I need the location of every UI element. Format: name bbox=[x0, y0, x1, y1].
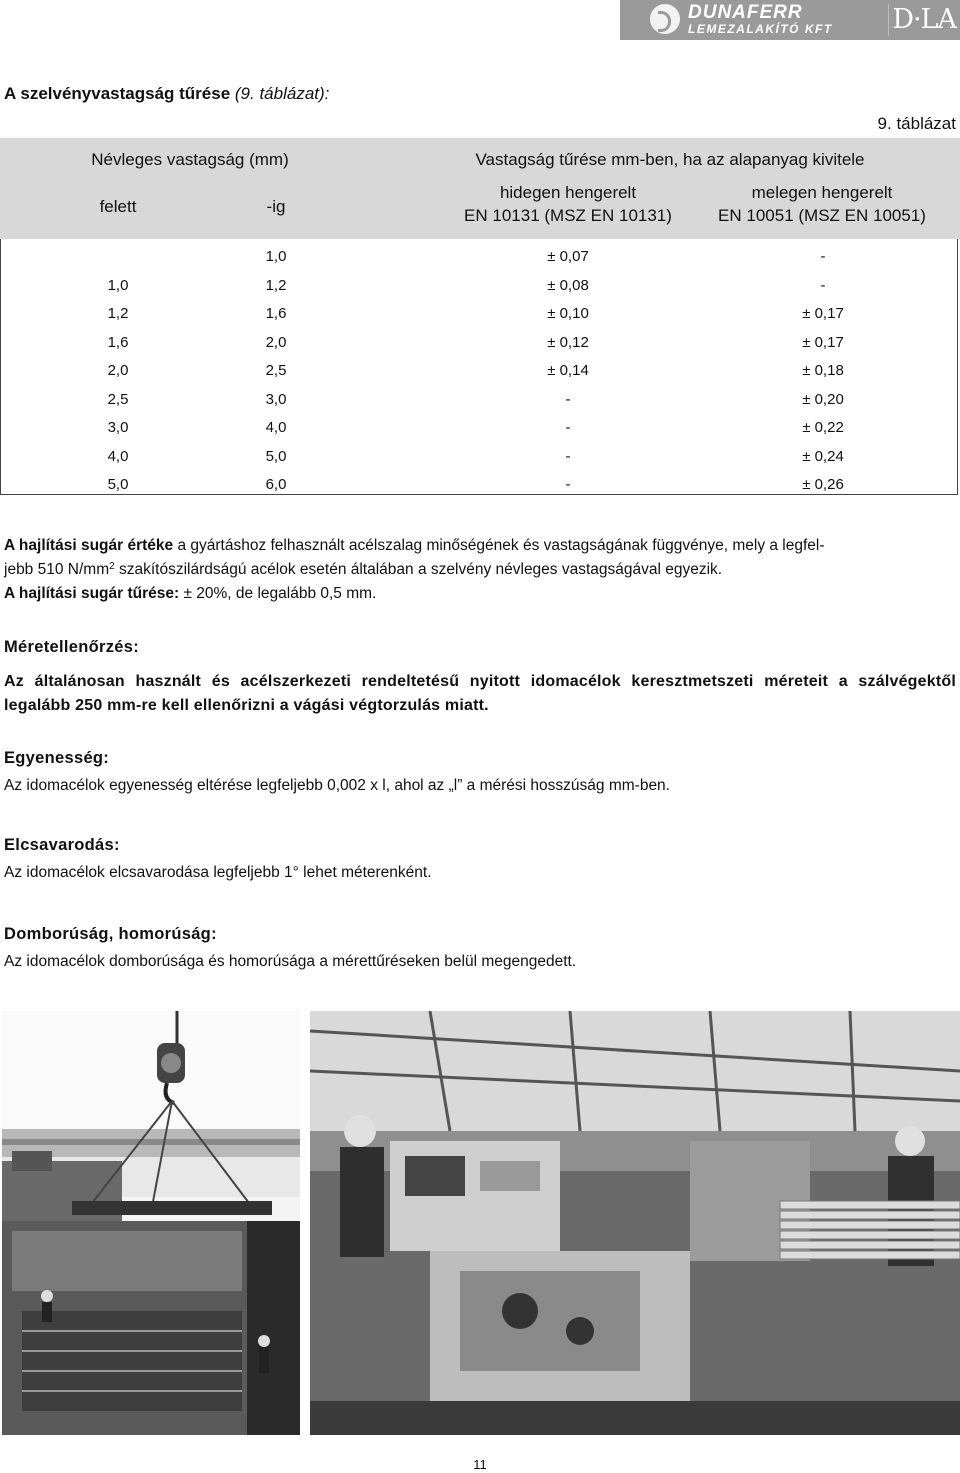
section-title-ref: (9. táblázat): bbox=[234, 84, 330, 103]
page-number: 11 bbox=[473, 1457, 487, 1472]
straightness-heading: Egyenesség: bbox=[4, 749, 110, 767]
cell-over: 4,0 bbox=[107, 447, 129, 465]
table-row bbox=[0, 248, 960, 276]
table-number: 9. táblázat bbox=[877, 114, 956, 133]
cell-cold-rolled: ± 0,14 bbox=[547, 362, 589, 379]
company-logo bbox=[620, 0, 960, 40]
table-row bbox=[0, 476, 960, 504]
factory-machine-photo bbox=[310, 1011, 960, 1435]
bending-lead: A hajlítási sugár értéke bbox=[4, 537, 174, 554]
table-row bbox=[0, 362, 960, 390]
cell-hot-rolled: ± 0,18 bbox=[802, 362, 844, 379]
bending-radius-paragraph bbox=[4, 534, 956, 606]
cell-cold-rolled: ± 0,10 bbox=[547, 305, 589, 322]
cell-hot-rolled: ± 0,26 bbox=[802, 476, 844, 493]
cell-over: 5,0 bbox=[107, 476, 129, 493]
logo-brand: DUNAFERR bbox=[688, 2, 803, 23]
dimension-check-heading: Méretellenőrzés: bbox=[4, 638, 140, 656]
cell-over: 1,2 bbox=[107, 305, 129, 322]
header-over: felett bbox=[99, 197, 137, 216]
twist-heading: Elcsavarodás: bbox=[4, 836, 120, 854]
cell-to: 5,0 bbox=[265, 447, 287, 465]
cell-cold-rolled: - bbox=[565, 390, 571, 408]
cell-to: 4,0 bbox=[265, 419, 287, 436]
header-hot-rolled-line1: melegen hengerelt bbox=[751, 183, 893, 202]
dunaferr-emblem-icon bbox=[650, 4, 680, 34]
convexity-heading: Domborúság, homorúság: bbox=[4, 925, 217, 943]
cell-hot-rolled: ± 0,24 bbox=[802, 447, 844, 465]
cell-cold-rolled: - bbox=[565, 447, 571, 465]
header-thickness-tolerance: Vastagság tűrése mm-ben, ha az alapanyag kivitele bbox=[475, 150, 865, 169]
header-cold-rolled-line1: hidegen hengerelt bbox=[499, 183, 637, 202]
cell-cold-rolled: ± 0,08 bbox=[547, 276, 589, 294]
table-row bbox=[0, 448, 960, 476]
header-hot-rolled-line2: EN 10051 (MSZ EN 10051) bbox=[718, 206, 926, 225]
cell-to: 1,6 bbox=[265, 305, 287, 322]
section-title-text: A szelvényvastagság tűrése bbox=[4, 84, 231, 103]
cell-to: 1,0 bbox=[265, 248, 287, 265]
cell-over: 1,6 bbox=[107, 333, 129, 351]
cell-hot-rolled: ± 0,20 bbox=[802, 390, 844, 408]
bending-tolerance-value: ± 20%, de legalább 0,5 mm. bbox=[179, 585, 377, 602]
cell-hot-rolled: ± 0,17 bbox=[802, 333, 844, 351]
cell-to: 6,0 bbox=[265, 476, 287, 493]
crane-loading-photo bbox=[2, 1011, 300, 1435]
cell-cold-rolled: ± 0,12 bbox=[547, 333, 589, 351]
cell-hot-rolled: - bbox=[820, 248, 826, 265]
cell-to: 2,5 bbox=[265, 362, 287, 379]
table-row bbox=[0, 305, 960, 333]
cell-to: 2,0 bbox=[265, 333, 287, 351]
crane-loading-illustration bbox=[2, 1011, 300, 1435]
cell-over: 1,0 bbox=[107, 276, 129, 294]
cell-hot-rolled: ± 0,17 bbox=[802, 305, 844, 322]
cell-over: 2,0 bbox=[107, 362, 129, 379]
bending-tolerance-label: A hajlítási sugár tűrése: bbox=[4, 585, 180, 602]
cell-cold-rolled: - bbox=[565, 419, 571, 436]
bending-superscript: 2 bbox=[109, 561, 115, 572]
table-row bbox=[0, 391, 960, 419]
table-header bbox=[0, 138, 960, 239]
section-title bbox=[4, 84, 329, 104]
convexity-text: Az idomacélok domborúsága és homorúsága a mérettűréseken belül megengedett. bbox=[4, 953, 577, 970]
cell-over: 3,0 bbox=[107, 419, 129, 436]
table-row bbox=[0, 277, 960, 305]
straightness-text: Az idomacélok egyenesség eltérése legfeljebb 0,002 x l, ahol az „l” a mérési hosszúság mm-ben. bbox=[4, 777, 670, 794]
factory-machine-illustration bbox=[310, 1011, 960, 1435]
header-hot-rolled bbox=[672, 181, 960, 227]
cell-over: 2,5 bbox=[107, 390, 129, 408]
header-nominal-thickness: Névleges vastagság (mm) bbox=[91, 150, 289, 169]
bending-line1: a gyártáshoz felhasznált acélszalag minőségének és vastagságának függvénye, mely a legfel- bbox=[173, 537, 825, 554]
bending-line2a: jebb 510 N/mm bbox=[4, 561, 110, 578]
header-cold-rolled-line2: EN 10131 (MSZ EN 10131) bbox=[464, 206, 672, 225]
cell-hot-rolled: ± 0,22 bbox=[802, 419, 844, 436]
cell-to: 1,2 bbox=[265, 276, 287, 294]
cell-cold-rolled: ± 0,07 bbox=[547, 248, 589, 265]
cell-to: 3,0 bbox=[265, 390, 287, 408]
dimension-check-text: Az általánosan használt és acélszerkezeti rendeltetésű nyitott idomacélok keresztmetszeti méreteit a szálvégektől legalább 250 mm-re kell ellenőrizni a vágási végtorzulás miatt. bbox=[4, 673, 956, 714]
bending-line2b: szakítószilárdságú acélok esetén általában a szelvény névleges vastagságával egyezik. bbox=[114, 561, 723, 578]
table-row bbox=[0, 419, 960, 447]
header-to: -ig bbox=[266, 197, 286, 216]
dla-mark: D·LA bbox=[892, 4, 956, 35]
logo-subbrand: LEMEZALAKÍTÓ KFT bbox=[688, 22, 833, 36]
logo-divider bbox=[888, 4, 889, 36]
cell-cold-rolled: - bbox=[565, 476, 571, 493]
twist-text: Az idomacélok elcsavarodása legfeljebb 1° lehet méterenként. bbox=[4, 864, 432, 881]
table-row bbox=[0, 334, 960, 362]
cell-hot-rolled: - bbox=[820, 276, 826, 294]
